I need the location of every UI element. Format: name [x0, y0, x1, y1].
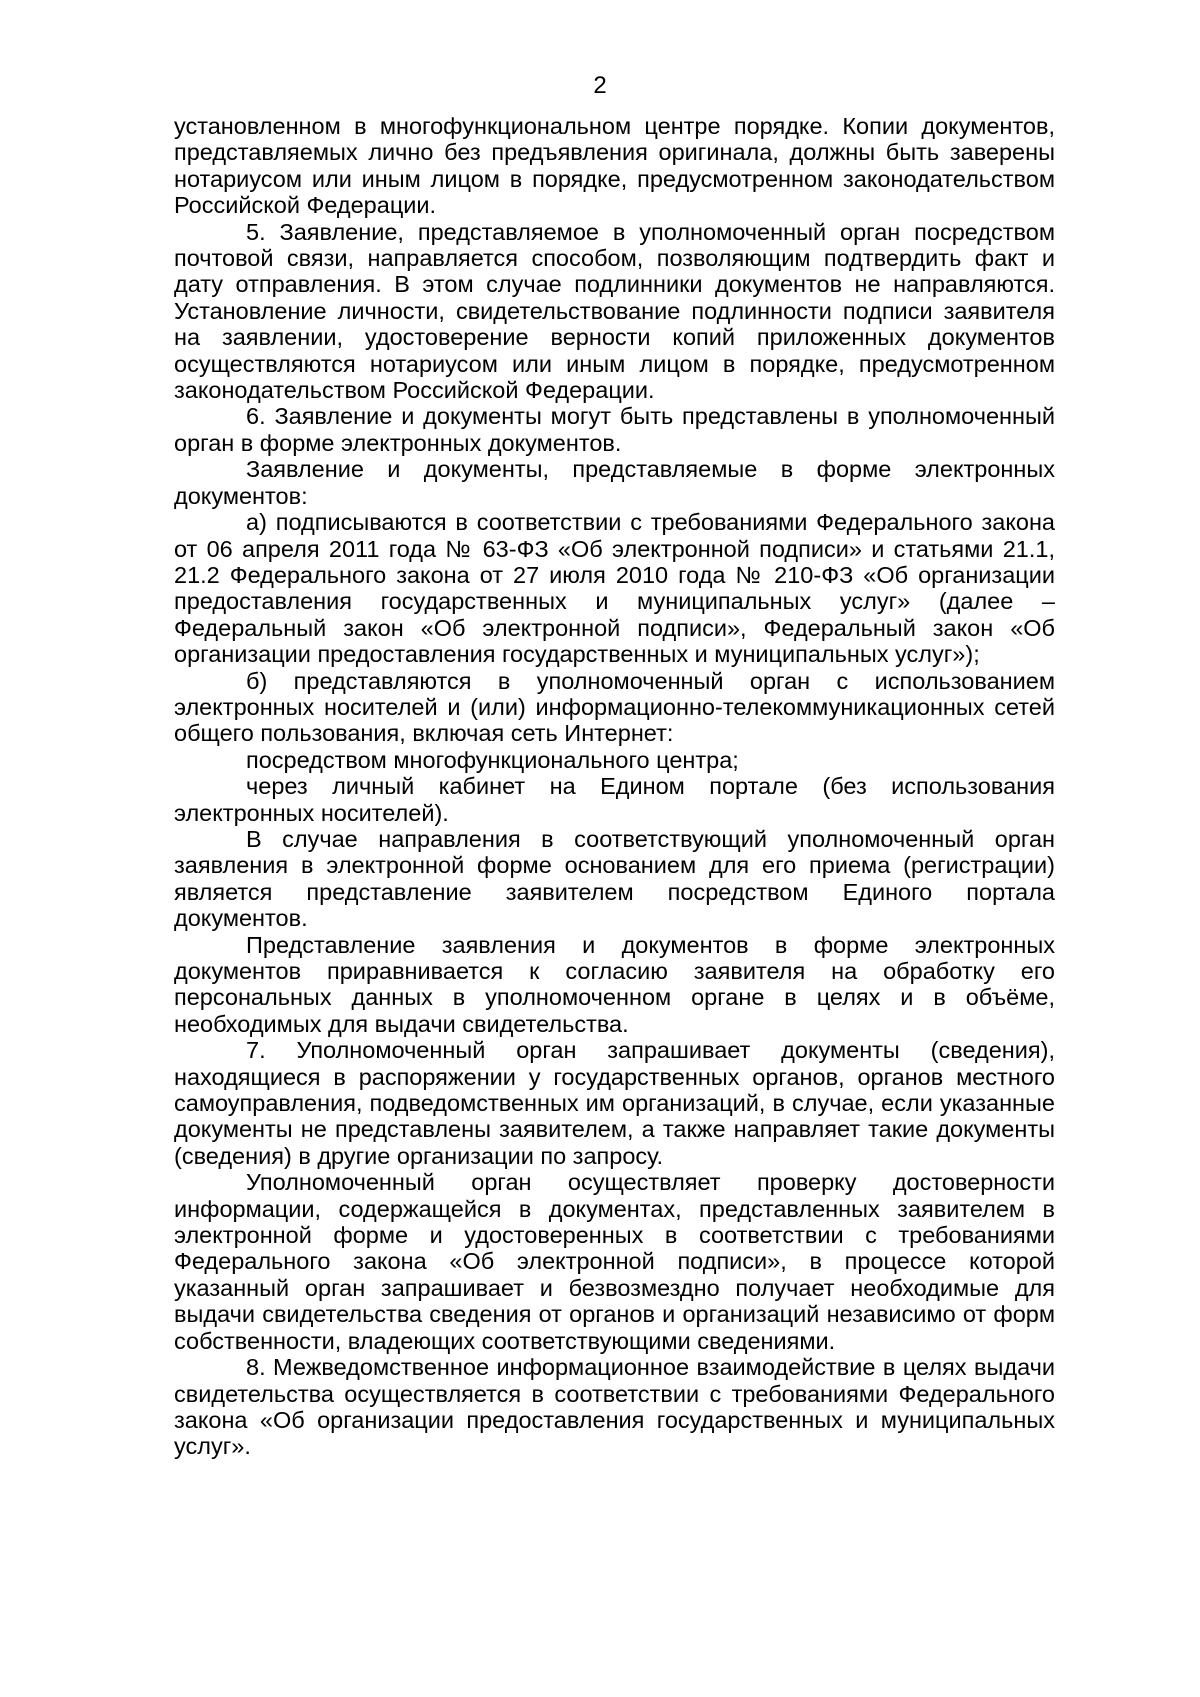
- paragraph-item-6: 6. Заявление и документы могут быть представлены в уполномоченный орган в форме электронных документов.: [174, 403, 1055, 456]
- paragraph-verification: Уполномоченный орган осуществляет проверку достоверности информации, содержащейся в документах, представленных заявителем в электронной форме и удостоверенных в соответствии с требованиями Федерального закона «Об электронной подписи», в процессе которой указанный орган запрашивает и безвозмездно получает необходимые для выдачи свидетельства сведения от органов и организаций независимо от форм собственности, владеющих соответствующими сведениями.: [174, 1169, 1055, 1354]
- document-body: [174, 113, 1055, 1460]
- paragraph-registration: В случае направления в соответствующий уполномоченный орган заявления в электронной форме основанием для его приема (регистрации) является представление заявителем посредством Единого портала документов.: [174, 825, 1055, 932]
- paragraph-portal-option: через личный кабинет на Едином портале (без использования электронных носителей).: [174, 773, 1055, 826]
- page-number: 2: [593, 72, 607, 99]
- paragraph-item-5: 5. Заявление, представляемое в уполномоченный орган посредством почтовой связи, направляется способом, позволяющим подтвердить факт и дату отправления. В этом случае подлинники документов не направляются. Установление личности, свидетельствование подлинности подписи заявителя на заявлении, удостоверение верности копий приложенных документов осуществляются нотариусом или иным лицом в порядке, предусмотренном законодательством Российской Федерации.: [174, 218, 1055, 404]
- paragraph-consent: Представление заявления и документов в форме электронных документов приравнивается к согласию заявителя на обработку его персональных данных в уполномоченном органе в целях и в объёме, необходимых для выдачи свидетельства.: [174, 931, 1055, 1037]
- paragraph-continuation: установленном в многофункциональном центре порядке. Копии документов, представляемых лично без предъявления оригинала, должны быть заверены нотариусом или иным лицом в порядке, предусмотренном законодательством Российской Федерации.: [174, 113, 1055, 219]
- paragraph-mfc-option: посредством многофункционального центра;: [246, 746, 739, 773]
- paragraph-item-7: 7. Уполномоченный орган запрашивает документы (сведения), находящиеся в распоряжении у государственных органов, органов местного самоуправления, подведомственных им организаций, в случае, если указанные документы не представлены заявителем, а также направляет такие документы (сведения) в другие организации по запросу.: [174, 1037, 1055, 1169]
- paragraph-item-8: 8. Межведомственное информационное взаимодействие в целях выдачи свидетельства осуществляется в соответствии с требованиями Федерального закона «Об организации предоставления государственных и муниципальных услуг».: [174, 1354, 1055, 1460]
- paragraph-subitem-b: б) представляются в уполномоченный орган с использованием электронных носителей и (или) информационно-телекоммуникационных сетей общего пользования, включая сеть Интернет:: [174, 667, 1055, 747]
- paragraph-electronic-documents-intro: Заявление и документы, представляемые в форме электронных документов:: [174, 456, 1055, 509]
- paragraph-subitem-a: а) подписываются в соответствии с требованиями Федерального закона от 06 апреля 2011 года № 63-ФЗ «Об электронной подписи» и статьями 21.1, 21.2 Федерального закона от 27 июля 2010 года № 210-ФЗ «Об организации предоставления государственных и муниципальных услуг» (далее – Федеральный закон «Об электронной подписи», Федеральный закон «Об организации предоставления государственных и муниципальных услуг»);: [174, 509, 1055, 668]
